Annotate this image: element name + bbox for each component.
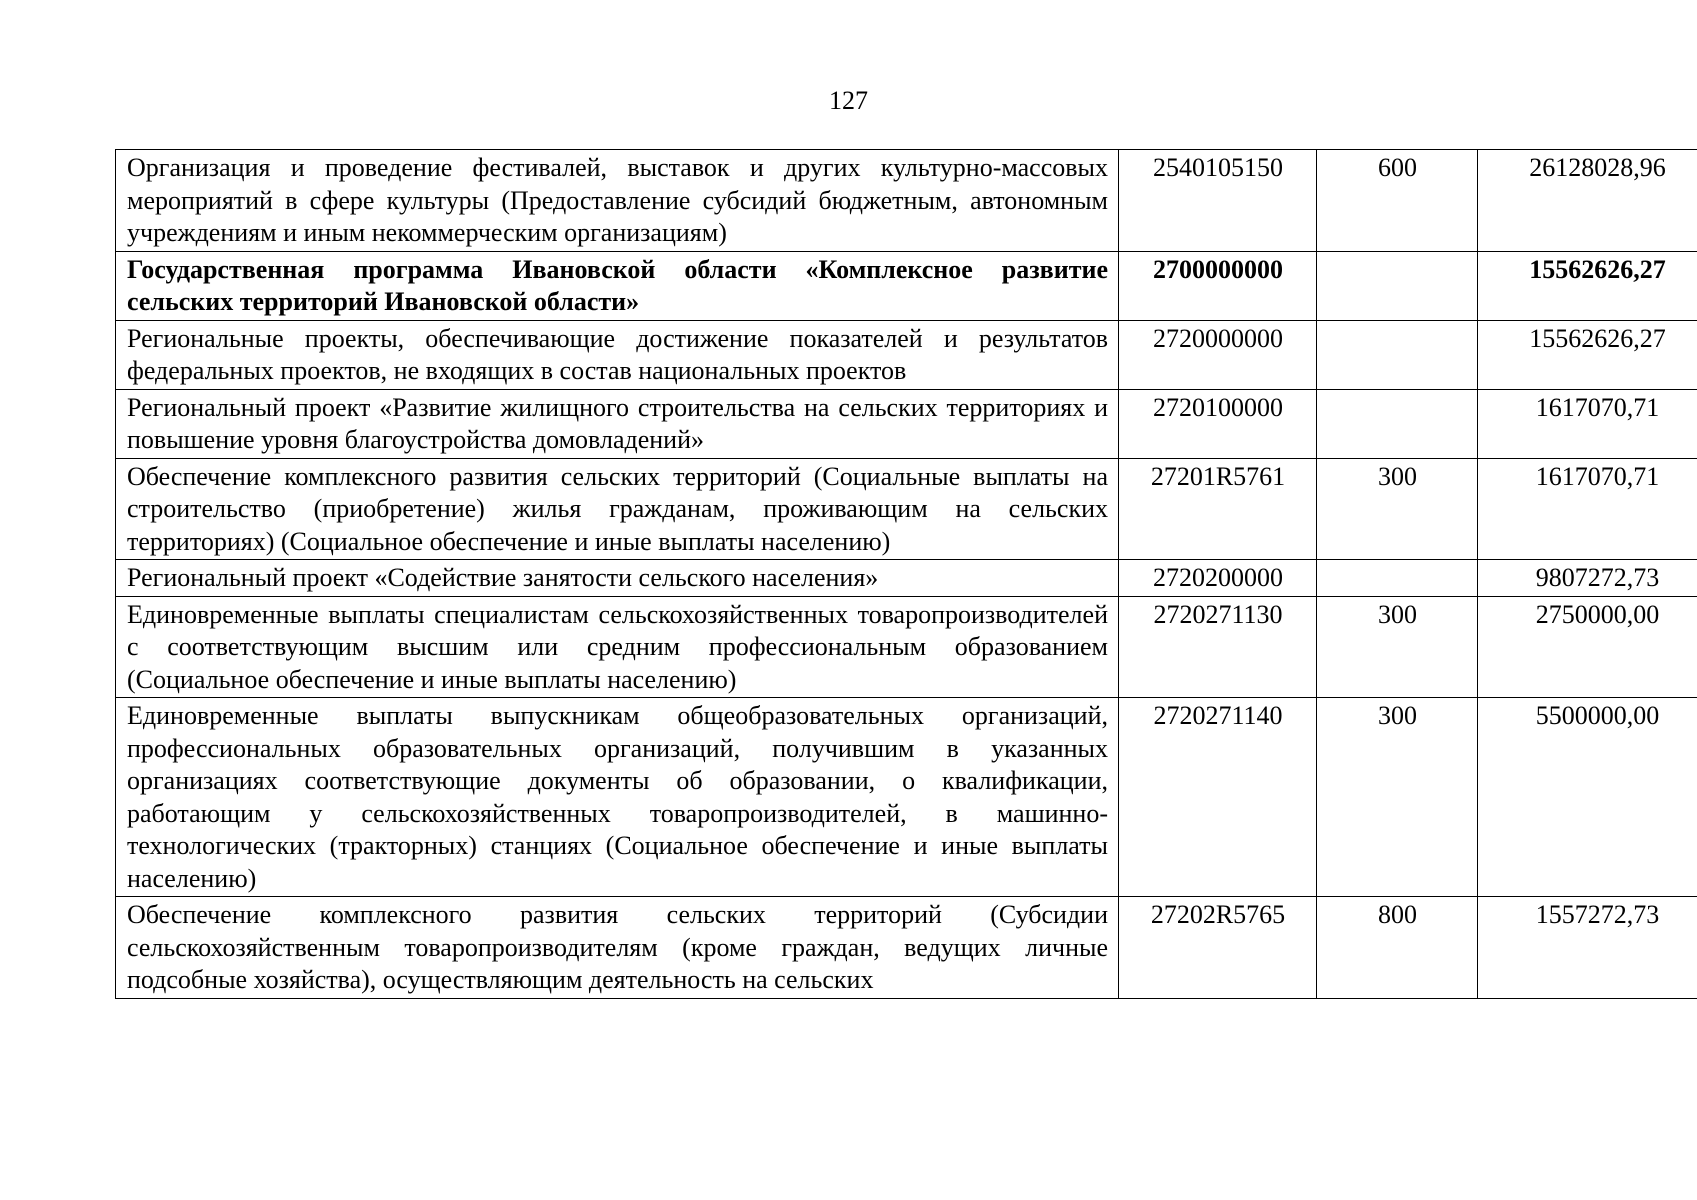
row-code: 2720271140 (1119, 698, 1317, 897)
row-sum: 9807272,73 (1478, 560, 1697, 597)
row-code: 2700000000 (1119, 251, 1317, 320)
row-sum: 5500000,00 (1478, 698, 1697, 897)
table-row (116, 458, 1697, 560)
row-code: 2720100000 (1119, 389, 1317, 458)
row-expense-type (1317, 389, 1478, 458)
row-name: Организация и проведение фестивалей, выставок и других культурно-массовых мероприятий в сфере культуры (Предоставление субсидий бюджетным, автономным учреждениям и иным некоммерческим организациям) (116, 150, 1119, 252)
table-row (116, 698, 1697, 897)
row-code: 2720271130 (1119, 596, 1317, 698)
row-expense-type: 800 (1317, 897, 1478, 999)
row-expense-type (1317, 560, 1478, 597)
table-row (116, 560, 1697, 597)
row-expense-type: 300 (1317, 698, 1478, 897)
row-name: Единовременные выплаты специалистам сельскохозяйственных товаропроизводителей с соответствующим высшим или средним профессиональным образованием (Социальное обеспечение и иные выплаты населению) (116, 596, 1119, 698)
row-name: Региональный проект «Содействие занятости сельского населения» (116, 560, 1119, 597)
table-row (116, 150, 1697, 252)
table-row (116, 251, 1697, 320)
row-expense-type: 300 (1317, 596, 1478, 698)
row-sum: 1557272,73 (1478, 897, 1697, 999)
row-sum: 1617070,71 (1478, 458, 1697, 560)
row-sum: 2750000,00 (1478, 596, 1697, 698)
table-row (116, 897, 1697, 999)
row-expense-type (1317, 320, 1478, 389)
row-name: Обеспечение комплексного развития сельских территорий (Социальные выплаты на строительство (приобретение) жилья гражданам, проживающим на сельских территориях) (Социальное обеспечение и иные выплаты населению) (116, 458, 1119, 560)
table-row (116, 596, 1697, 698)
row-sum: 26128028,96 (1478, 150, 1697, 252)
row-expense-type: 600 (1317, 150, 1478, 252)
row-sum: 1617070,71 (1478, 389, 1697, 458)
row-expense-type (1317, 251, 1478, 320)
page-number: 127 (829, 86, 868, 115)
row-name: Государственная программа Ивановской области «Комплексное развитие сельских территорий Ивановской области» (116, 251, 1119, 320)
table-row (116, 389, 1697, 458)
row-name: Региональные проекты, обеспечивающие достижение показателей и результатов федеральных проектов, не входящих в состав национальных проектов (116, 320, 1119, 389)
row-name: Обеспечение комплексного развития сельских территорий (Субсидии сельскохозяйственным товаропроизводителям (кроме граждан, ведущих личные подсобные хозяйства), осуществляющим деятельность на сельских (116, 897, 1119, 999)
row-code: 2720000000 (1119, 320, 1317, 389)
row-name: Единовременные выплаты выпускникам общеобразовательных организаций, профессиональных образовательных организаций, получившим в указанных организациях соответствующие документы об образовании, о квалификации, работающим у сельскохозяйственных товаропроизводителей, в машинно-технологических (тракторных) станциях (Социальное обеспечение и иные выплаты населению) (116, 698, 1119, 897)
row-code: 27202R5765 (1119, 897, 1317, 999)
table-row (116, 320, 1697, 389)
row-expense-type: 300 (1317, 458, 1478, 560)
budget-table-body (116, 150, 1697, 999)
row-sum: 15562626,27 (1478, 251, 1697, 320)
row-code: 2540105150 (1119, 150, 1317, 252)
row-code: 2720200000 (1119, 560, 1317, 597)
budget-table (115, 149, 1697, 999)
row-code: 27201R5761 (1119, 458, 1317, 560)
row-name: Региональный проект «Развитие жилищного строительства на сельских территориях и повышение уровня благоустройства домовладений» (116, 389, 1119, 458)
row-sum: 15562626,27 (1478, 320, 1697, 389)
